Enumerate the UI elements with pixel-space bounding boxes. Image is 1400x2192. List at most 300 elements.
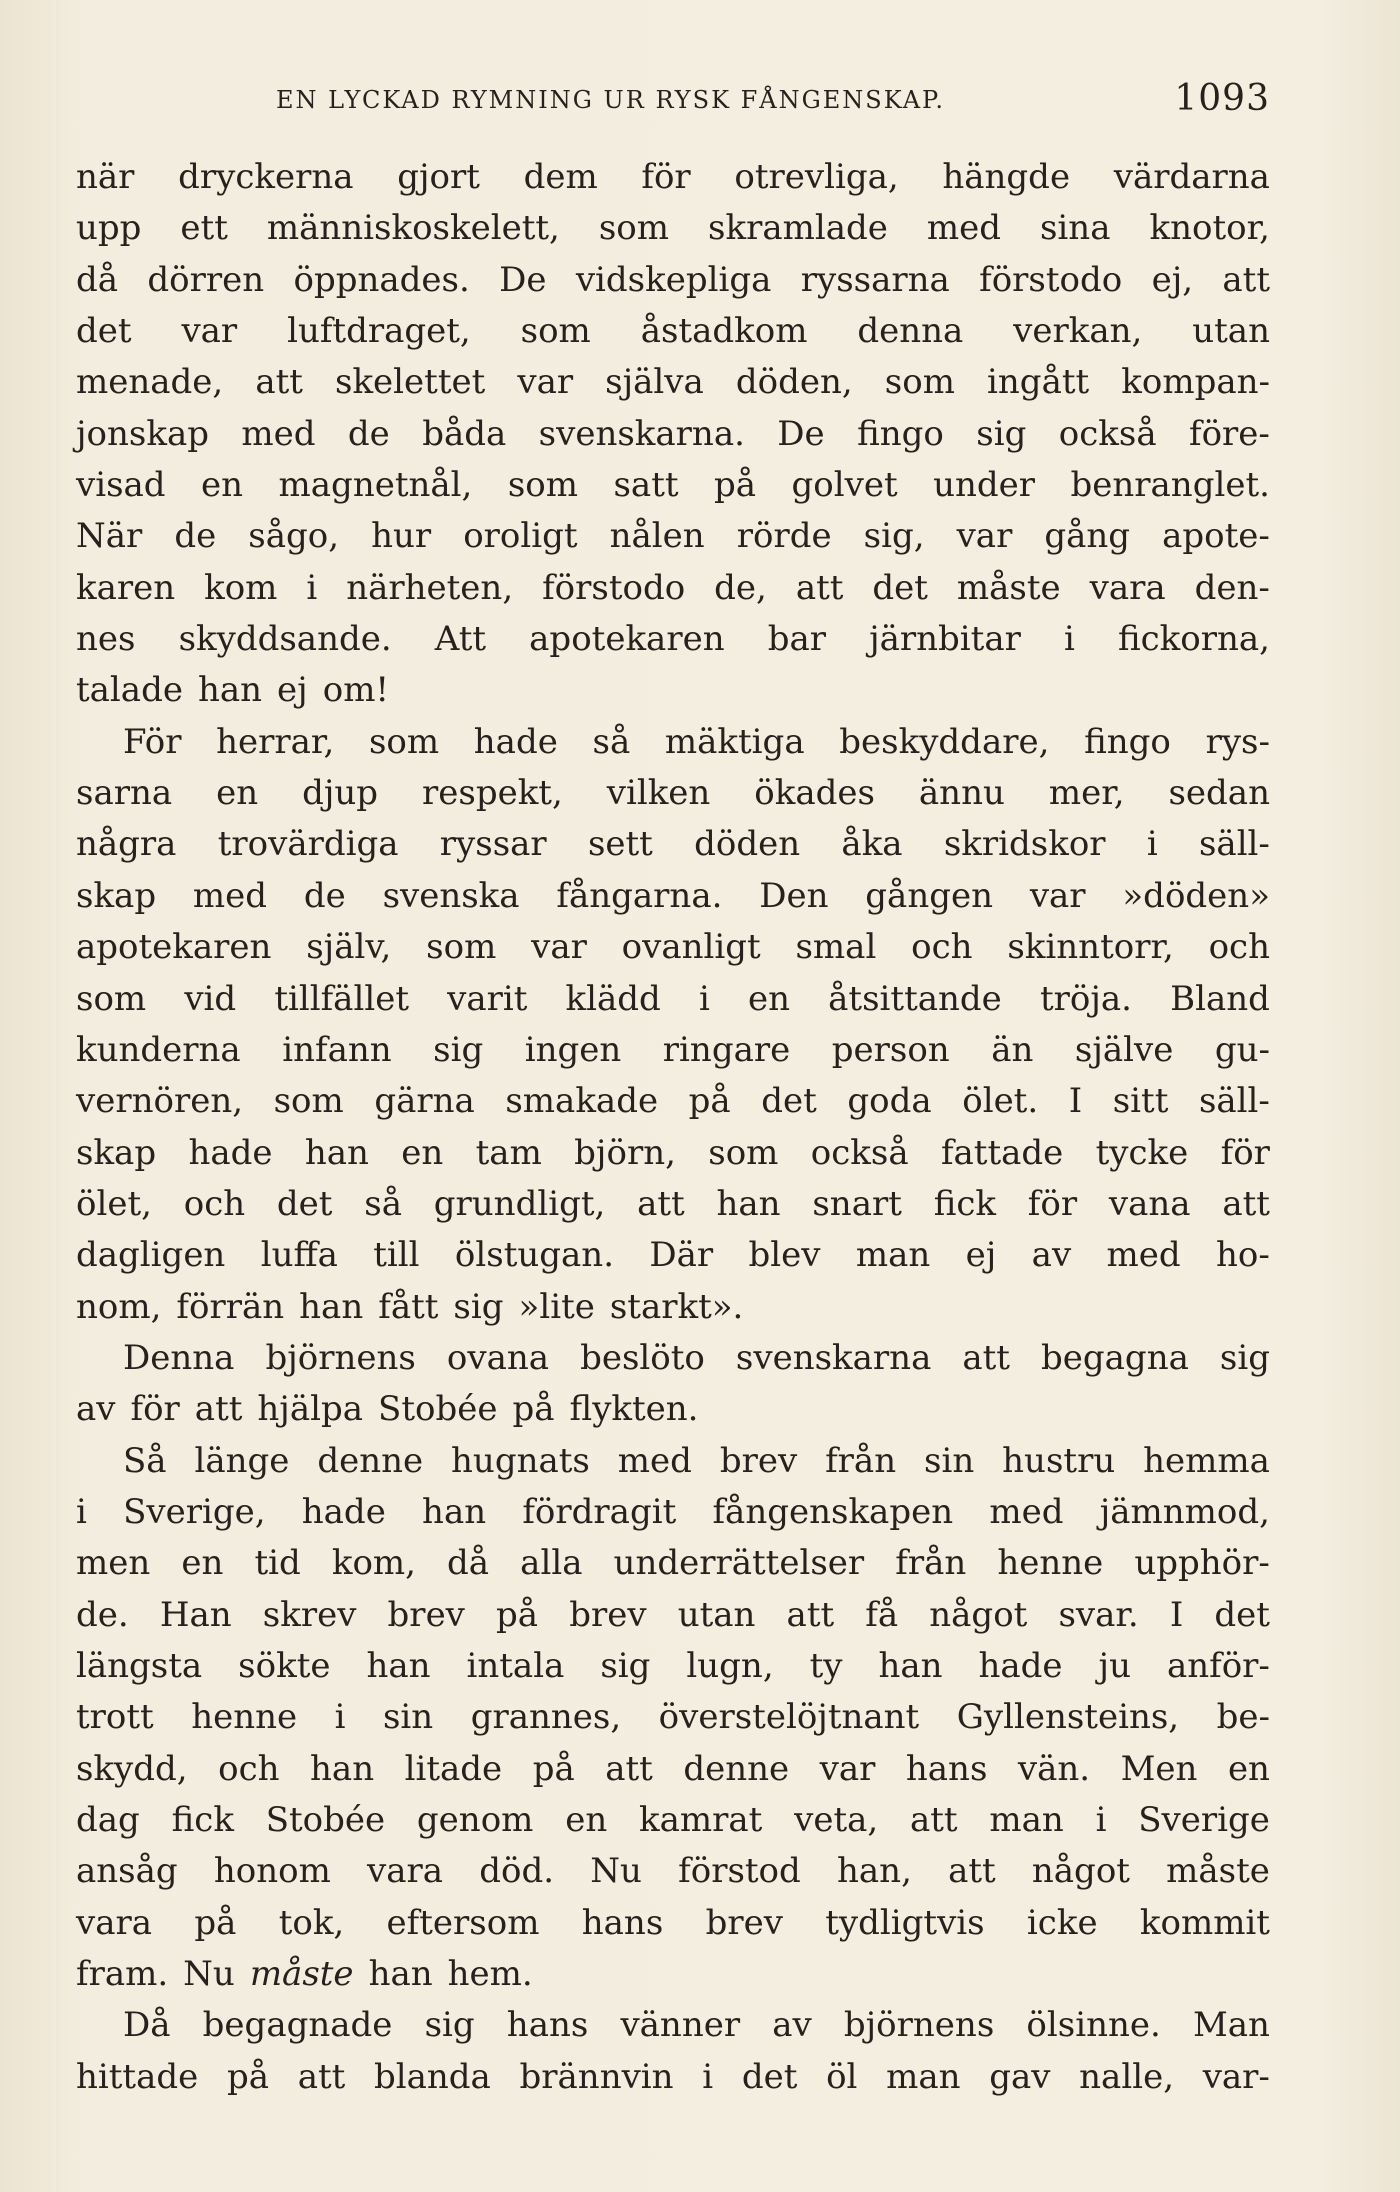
- word: denna: [857, 311, 964, 352]
- word: menade,: [76, 362, 224, 403]
- word: fått: [378, 1286, 439, 1327]
- word: Denna: [123, 1337, 235, 1378]
- text-line: [76, 152, 1270, 203]
- word: fram.: [76, 1954, 169, 1995]
- word: sitt: [1112, 1081, 1169, 1122]
- word: var: [181, 311, 238, 352]
- word: hängde: [942, 157, 1071, 197]
- text-line: [76, 1795, 1270, 1846]
- word: karen: [76, 567, 176, 608]
- word: ju: [1098, 1645, 1131, 1686]
- word: hans: [905, 1748, 988, 1789]
- word: skramlade: [708, 208, 888, 249]
- word: sig: [1219, 1337, 1270, 1378]
- word: När: [76, 516, 143, 557]
- word: anför-: [1166, 1645, 1270, 1686]
- word: själve: [1074, 1029, 1174, 1070]
- word: ansåg: [76, 1851, 178, 1892]
- word: svar.: [1058, 1594, 1139, 1635]
- word: svenska: [382, 875, 520, 916]
- word: hade: [301, 1491, 386, 1532]
- text-line: [76, 1692, 1270, 1743]
- word: man: [886, 2056, 961, 2097]
- word: något: [1031, 1851, 1130, 1892]
- word: kommit: [1139, 1902, 1270, 1943]
- word: nom,: [76, 1286, 162, 1327]
- word: man: [989, 1800, 1064, 1840]
- text-line: [76, 974, 1270, 1025]
- word: han: [368, 1954, 433, 1995]
- word: själv,: [306, 927, 392, 968]
- text-line: [76, 203, 1270, 254]
- word: person: [831, 1029, 950, 1070]
- word: döden,: [735, 362, 853, 403]
- word: hugnats: [451, 1440, 590, 1481]
- text-line: [76, 306, 1270, 357]
- word: i: [76, 1491, 87, 1532]
- word: också: [810, 1132, 909, 1173]
- word: död.: [479, 1851, 555, 1892]
- word: med: [192, 875, 268, 916]
- word: på: [532, 1748, 575, 1789]
- text-line: [76, 1538, 1270, 1589]
- word: Bland: [1170, 978, 1270, 1019]
- word: de.: [76, 1594, 129, 1635]
- word: skridskor: [943, 824, 1106, 865]
- word: hur: [371, 516, 432, 557]
- word: sig: [433, 1029, 484, 1070]
- word: »döden»: [1122, 875, 1270, 916]
- word: förstod: [678, 1851, 801, 1892]
- word: var: [531, 927, 587, 968]
- word: en: [401, 1132, 444, 1173]
- word: vana: [1108, 1183, 1191, 1224]
- word: de: [174, 516, 217, 557]
- word: i: [702, 2056, 714, 2097]
- word: tycke: [1095, 1132, 1189, 1173]
- word: kom: [204, 567, 278, 608]
- word: De: [499, 259, 547, 300]
- text-line: [76, 511, 1270, 562]
- word: mer,: [1048, 773, 1125, 814]
- word: grundligt,: [433, 1183, 606, 1224]
- word: ej: [277, 670, 308, 711]
- word: vänner: [620, 2005, 741, 2046]
- word: beslöto: [580, 1337, 705, 1378]
- word: rys-: [1205, 721, 1270, 762]
- word: trott: [76, 1697, 154, 1738]
- word: dryckerna: [178, 157, 354, 197]
- word: brev: [705, 1902, 783, 1943]
- word: att: [948, 1851, 996, 1892]
- word: den-: [1194, 567, 1270, 608]
- word: sökte: [238, 1645, 331, 1686]
- word: att: [909, 1800, 958, 1840]
- word: som: [598, 208, 670, 249]
- word: från: [895, 1543, 967, 1584]
- text-line: [76, 871, 1270, 922]
- word: han: [304, 1132, 369, 1173]
- word: och: [183, 1183, 246, 1224]
- word: lugn,: [686, 1645, 774, 1686]
- text-line: [76, 563, 1270, 614]
- word: Den: [759, 875, 829, 916]
- text-line: [76, 1230, 1270, 1281]
- word: sig,: [863, 516, 925, 557]
- word: grannes,: [470, 1697, 622, 1738]
- word: I: [1169, 1594, 1184, 1635]
- text-line: [76, 1333, 1270, 1384]
- word: Då: [123, 2005, 171, 2046]
- text-line: [76, 1128, 1270, 1179]
- word: sig: [424, 2005, 475, 2046]
- word: tok,: [278, 1902, 345, 1943]
- word: de: [303, 875, 346, 916]
- word: ej,: [1151, 259, 1194, 300]
- word: björnens: [843, 2005, 995, 2046]
- text-line: [76, 768, 1270, 819]
- word: som: [507, 465, 578, 506]
- word: själva: [605, 362, 704, 403]
- word: be-: [1216, 1697, 1270, 1738]
- word: länge: [194, 1440, 290, 1481]
- text-line: [76, 1590, 1270, 1641]
- word: apotekaren: [529, 619, 725, 660]
- word: utan: [1192, 311, 1270, 352]
- word: skap: [76, 875, 157, 916]
- word: sig: [976, 413, 1027, 454]
- word: begagnade: [202, 2005, 393, 2046]
- word: ovanligt: [621, 927, 761, 968]
- word: gav: [989, 2056, 1051, 2097]
- word: hemma: [1143, 1440, 1270, 1481]
- word: I: [1068, 1081, 1083, 1122]
- word: var: [956, 516, 1013, 557]
- word: en: [1227, 1748, 1270, 1789]
- word: på: [496, 1594, 539, 1635]
- word: som: [520, 311, 591, 352]
- word: i: [1095, 1800, 1107, 1840]
- word: apotekaren: [76, 927, 272, 968]
- word: det: [872, 567, 928, 608]
- word: fattade: [940, 1132, 1064, 1173]
- text-line: [76, 2000, 1270, 2051]
- text-line: [76, 1641, 1270, 1692]
- word: hem.: [447, 1954, 533, 1995]
- word: Man: [1192, 2005, 1270, 2046]
- word: brännvin: [519, 2056, 674, 2097]
- text-line: [76, 1179, 1270, 1230]
- word: gång: [1044, 516, 1131, 557]
- word: satt: [613, 465, 679, 506]
- word: fickorna,: [1117, 619, 1270, 660]
- word: vara: [76, 1902, 153, 1943]
- word: båda: [422, 413, 507, 454]
- word: vara: [367, 1851, 444, 1892]
- word: och: [218, 1748, 280, 1789]
- word: få: [865, 1594, 899, 1635]
- word: Att: [434, 619, 487, 660]
- word: det: [761, 1081, 817, 1122]
- word: men: [76, 1543, 151, 1584]
- word: så: [364, 1183, 402, 1224]
- word: rörde: [736, 516, 832, 557]
- word: vara: [1089, 567, 1166, 608]
- word: järnbitar: [869, 619, 1021, 660]
- word: gu-: [1214, 1029, 1270, 1070]
- word: trovärdiga: [217, 824, 399, 865]
- word: skrev: [262, 1594, 357, 1635]
- word: att: [1222, 259, 1270, 300]
- word: begagna: [1041, 1337, 1189, 1378]
- word: kamrat: [639, 1800, 763, 1840]
- running-head: [76, 78, 1270, 128]
- word: säll-: [1198, 1081, 1270, 1122]
- word: det: [741, 2056, 798, 2097]
- word: som: [273, 1081, 344, 1122]
- word: benranglet.: [1070, 465, 1270, 506]
- word: dag: [76, 1800, 140, 1840]
- word: kompan-: [1121, 362, 1270, 403]
- word: intala: [466, 1645, 565, 1686]
- word: värdarna: [1113, 157, 1270, 197]
- text-line: [76, 409, 1270, 460]
- text-line: [76, 614, 1270, 665]
- word: han: [716, 1183, 781, 1224]
- word: eftersom: [386, 1902, 540, 1943]
- page-number: 1093: [1174, 78, 1270, 119]
- word: upphör-: [1134, 1543, 1270, 1584]
- word: snart: [812, 1183, 902, 1224]
- text-line: [76, 1025, 1270, 1076]
- word: de,: [714, 567, 767, 608]
- word: ovana: [446, 1337, 550, 1378]
- word: av: [76, 1389, 116, 1430]
- word: med: [1106, 1235, 1181, 1276]
- text-line: [76, 357, 1270, 408]
- word: ryssar: [439, 824, 547, 865]
- word: ölsinne.: [1026, 2005, 1161, 2046]
- text-line: [76, 1744, 1270, 1795]
- word: åtsittande: [828, 978, 1002, 1019]
- word: ett: [180, 208, 228, 249]
- word: några: [76, 824, 177, 865]
- word: ingått: [987, 362, 1090, 403]
- word: fingo: [857, 413, 944, 454]
- word: skelettet: [335, 362, 486, 403]
- word: en: [201, 465, 244, 506]
- word: oroligt: [463, 516, 578, 557]
- word: sett: [587, 824, 653, 865]
- text-line: [76, 665, 1270, 716]
- word: flykten.: [569, 1389, 699, 1430]
- word: blev: [748, 1235, 821, 1276]
- word: underrättelser: [613, 1543, 865, 1584]
- word: säll-: [1198, 824, 1270, 865]
- word: bar: [767, 619, 826, 660]
- word: fick: [171, 1800, 234, 1840]
- word: av: [1031, 1235, 1072, 1276]
- word: varit: [447, 978, 528, 1019]
- word: ölstugan.: [454, 1235, 615, 1276]
- word: och: [911, 927, 973, 968]
- text-line: [76, 255, 1270, 306]
- word: måste: [956, 567, 1061, 608]
- word: ingen: [524, 1029, 622, 1070]
- word: som: [884, 362, 955, 403]
- word: infann: [282, 1029, 392, 1070]
- word: förrän: [176, 1286, 285, 1327]
- text-line: [76, 819, 1270, 870]
- word: Stobée: [265, 1800, 386, 1840]
- word: vid: [184, 978, 237, 1019]
- word: dagligen: [76, 1235, 226, 1276]
- word: sig: [453, 1286, 504, 1327]
- word: fördragit: [522, 1491, 677, 1532]
- word: i: [698, 978, 710, 1019]
- word: jonskap: [76, 413, 209, 454]
- word: björn,: [574, 1132, 676, 1173]
- word: utan: [677, 1594, 756, 1635]
- word: magnetnål,: [278, 465, 473, 506]
- word: verkan,: [1013, 311, 1143, 352]
- word: på: [688, 1081, 731, 1122]
- word: brev: [387, 1594, 465, 1635]
- word: överstelöjtnant: [658, 1697, 920, 1738]
- word: respekt,: [422, 773, 563, 814]
- word: gärna: [374, 1081, 475, 1122]
- word: sig: [600, 1645, 651, 1686]
- word: ännu: [918, 773, 1005, 814]
- word: en: [181, 1543, 224, 1584]
- word: hade: [473, 721, 558, 762]
- word: att: [1222, 1183, 1270, 1224]
- word: ringare: [662, 1029, 791, 1070]
- word: i: [306, 567, 318, 608]
- word: det: [276, 1183, 333, 1224]
- word: han: [878, 1645, 943, 1686]
- word: måste: [1166, 1851, 1270, 1892]
- word: ho-: [1216, 1235, 1270, 1276]
- text-line: [76, 1436, 1270, 1487]
- word: under: [933, 465, 1036, 506]
- word: som: [368, 721, 440, 762]
- word: golvet: [791, 465, 898, 506]
- word: dörren: [147, 259, 265, 300]
- word: ölet,: [76, 1183, 152, 1224]
- word: att: [637, 1183, 685, 1224]
- word: fångenskapen: [712, 1491, 954, 1532]
- word: knotor,: [1149, 208, 1270, 249]
- word: döden: [694, 824, 801, 865]
- word: icke: [1026, 1902, 1098, 1943]
- word: herrar,: [216, 721, 335, 762]
- word: skydd,: [76, 1748, 188, 1789]
- word: otrevliga,: [734, 157, 899, 197]
- word: mäktiga: [664, 721, 805, 762]
- word: vidskepliga: [575, 259, 772, 300]
- word: Sverige: [1138, 1800, 1270, 1840]
- word: på: [713, 465, 757, 506]
- word: då: [447, 1543, 490, 1584]
- word: björnens: [265, 1337, 416, 1378]
- word: klädd: [565, 978, 661, 1019]
- word: en: [747, 978, 791, 1019]
- word: måste: [249, 1954, 354, 1995]
- word: fick: [933, 1183, 997, 1224]
- word: förstodo: [542, 567, 686, 608]
- word: med: [617, 1440, 692, 1481]
- word: fingo: [1084, 721, 1171, 762]
- word: han: [366, 1645, 431, 1686]
- word: för: [641, 157, 691, 197]
- word: svenskarna: [735, 1337, 932, 1378]
- word: också: [1058, 413, 1157, 454]
- word: sarna: [76, 773, 173, 814]
- running-title: EN LYCKAD RYMNING UR RYSK FÅNGENSKAP.: [276, 86, 945, 114]
- word: närheten,: [346, 567, 514, 608]
- word: sedan: [1168, 773, 1270, 814]
- word: upp: [76, 208, 142, 249]
- word: apote-: [1162, 516, 1270, 557]
- word: av: [772, 2005, 812, 2046]
- word: han: [299, 1286, 364, 1327]
- word: en: [216, 773, 259, 814]
- word: smal: [795, 927, 877, 968]
- word: skap: [76, 1132, 157, 1173]
- word: att: [962, 1337, 1010, 1378]
- word: litade: [404, 1748, 503, 1789]
- word: ryssarna: [800, 259, 950, 300]
- word: var: [517, 362, 574, 403]
- word: denne: [317, 1440, 424, 1481]
- word: då: [76, 259, 119, 300]
- word: att: [297, 2056, 346, 2097]
- word: kunderna: [76, 1029, 241, 1070]
- word: med: [989, 1491, 1064, 1532]
- word: ölet.: [962, 1081, 1039, 1122]
- word: talade: [76, 670, 183, 711]
- word: det: [1214, 1594, 1270, 1635]
- word: honom: [213, 1851, 331, 1892]
- word: tam: [475, 1132, 542, 1173]
- word: denne: [683, 1748, 790, 1789]
- word: vän.: [1017, 1748, 1091, 1789]
- word: att: [795, 567, 844, 608]
- word: han: [422, 1491, 487, 1532]
- word: på: [194, 1902, 237, 1943]
- word: så: [592, 721, 631, 762]
- word: när: [76, 157, 135, 197]
- word: beskyddare,: [839, 721, 1050, 762]
- word: var: [1029, 875, 1086, 916]
- word: hustru: [1002, 1440, 1116, 1481]
- word: hade: [188, 1132, 273, 1173]
- word: på: [226, 2056, 269, 2097]
- word: med: [926, 208, 1001, 249]
- text-line: [76, 460, 1270, 511]
- word: förstodo: [979, 259, 1123, 300]
- word: nålen: [609, 516, 705, 557]
- word: tillfället: [274, 978, 409, 1019]
- word: blanda: [373, 2056, 491, 2097]
- word: från: [825, 1440, 897, 1481]
- word: Nu: [183, 1954, 235, 1995]
- word: smakade: [505, 1081, 659, 1122]
- word: veta,: [794, 1800, 879, 1840]
- word: åka: [841, 824, 903, 865]
- text-line: [76, 2052, 1270, 2103]
